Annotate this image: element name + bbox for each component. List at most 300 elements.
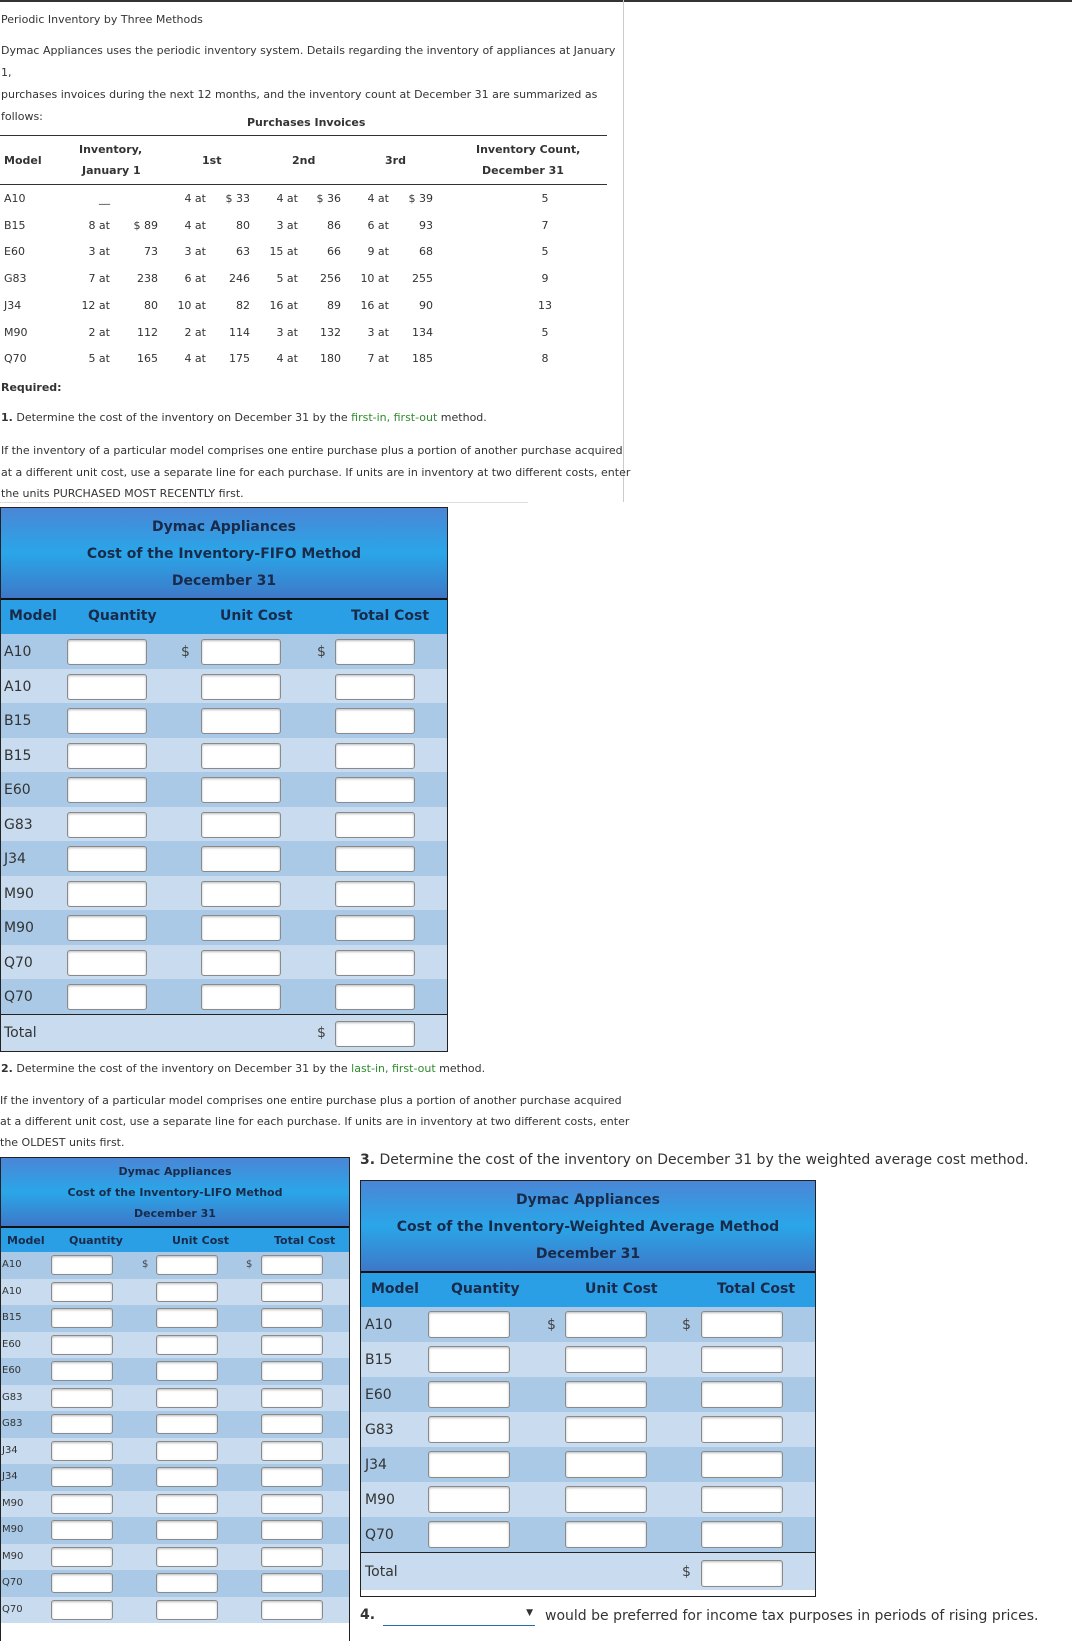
- total-row: [361, 1552, 815, 1590]
- intro-line: Dymac Appliances uses the periodic inventory system. Details regarding the inventory of appliances at January 1,: [1, 44, 616, 79]
- table-row: [1, 1252, 349, 1279]
- total-cost-input[interactable]: [261, 1361, 323, 1381]
- total-cost-input[interactable]: [335, 639, 415, 665]
- unit-cost-input[interactable]: [156, 1520, 218, 1540]
- table-cell-inv-q: __: [99, 192, 110, 205]
- table-cell-p3-q: 10 at: [360, 272, 389, 286]
- required-label: Required:: [1, 381, 62, 394]
- row-model-label: E60: [365, 1387, 392, 1403]
- table-row: [1, 634, 447, 669]
- col-quantity: Quantity: [88, 608, 157, 624]
- unit-cost-input[interactable]: [201, 743, 281, 769]
- unit-cost-input[interactable]: [201, 950, 281, 976]
- table-row: [1, 1411, 349, 1438]
- quantity-input[interactable]: [51, 1335, 113, 1355]
- unit-cost-input[interactable]: [565, 1451, 647, 1478]
- instructions-2: [0, 1090, 629, 1153]
- col-header-2nd: 2nd: [292, 154, 316, 167]
- unit-cost-input[interactable]: [565, 1311, 647, 1338]
- quantity-input[interactable]: [51, 1361, 113, 1381]
- table-cell-model: E60: [4, 245, 25, 259]
- total-cost-input[interactable]: [701, 1311, 783, 1338]
- question-text: Determine the cost of the inventory on December 31 by the weighted average cost method.: [379, 1152, 1029, 1168]
- table-cell-p3-q: 4 at: [367, 192, 389, 205]
- row-model-label: A10: [4, 644, 32, 660]
- instructions-1: [1, 440, 630, 505]
- table-cell-p2-q: 4 at: [276, 352, 298, 366]
- table-title: Cost of the Inventory-Weighted Average Method: [396, 1219, 780, 1235]
- total-label: Total: [365, 1564, 398, 1580]
- table-cell-p2-q: 15 at: [269, 245, 298, 259]
- unit-cost-input[interactable]: [201, 984, 281, 1010]
- unit-cost-input[interactable]: [565, 1486, 647, 1513]
- table-cell-count: 13: [538, 298, 552, 312]
- col-header-inventory-date: January 1: [82, 164, 141, 177]
- fifo-title-band: [1, 508, 447, 598]
- question-number: 1.: [1, 411, 13, 424]
- quantity-input[interactable]: [67, 846, 147, 872]
- table-cell-inv-c: 238: [137, 272, 158, 286]
- total-cost-input[interactable]: [701, 1486, 783, 1513]
- intro-text: [1, 40, 616, 128]
- unit-cost-dollar-sign: $: [142, 1259, 149, 1270]
- total-cost-input[interactable]: [701, 1346, 783, 1373]
- table-cell-p2-q: 5 at: [276, 272, 298, 286]
- table-cell-p3-c: 68: [419, 245, 433, 259]
- quantity-input[interactable]: [428, 1381, 510, 1408]
- col-model: Model: [371, 1281, 419, 1297]
- table-row: [1, 669, 447, 704]
- table-row: [361, 1307, 815, 1342]
- quantity-input[interactable]: [51, 1467, 113, 1487]
- unit-cost-input[interactable]: [201, 777, 281, 803]
- table-cell-p1-q: 10 at: [177, 298, 206, 312]
- col-unit-cost: Unit Cost: [585, 1281, 658, 1297]
- unit-cost-input[interactable]: [565, 1346, 647, 1373]
- quantity-input[interactable]: [428, 1521, 510, 1548]
- quantity-input[interactable]: [51, 1441, 113, 1461]
- table-title: Cost of the Inventory-LIFO Method: [67, 1186, 283, 1199]
- table-date: December 31: [535, 1246, 641, 1262]
- quantity-input[interactable]: [51, 1600, 113, 1620]
- unit-cost-input[interactable]: [156, 1547, 218, 1567]
- unit-cost-input[interactable]: [156, 1335, 218, 1355]
- total-cost-input[interactable]: [261, 1547, 323, 1567]
- unit-cost-input[interactable]: [156, 1361, 218, 1381]
- table-cell-p3-q: 16 at: [360, 298, 389, 312]
- col-model: Model: [7, 1234, 45, 1247]
- question-number: 2.: [1, 1062, 13, 1075]
- unit-cost-dollar-sign: $: [547, 1317, 556, 1333]
- table-row: [361, 1377, 815, 1412]
- total-cost-input[interactable]: [335, 812, 415, 838]
- table-row: [1, 1305, 349, 1332]
- table-rule: [0, 135, 607, 136]
- table-row: [1, 738, 447, 773]
- quantity-input[interactable]: [428, 1416, 510, 1443]
- table-date: December 31: [134, 1207, 216, 1220]
- company-name: Dymac Appliances: [152, 519, 296, 535]
- question-text: Determine the cost of the inventory on December 31 by the: [16, 411, 352, 424]
- table-cell-inv-c: 80: [144, 298, 158, 312]
- instruction-line: at a different unit cost, use a separate line for each purchase. If units are in inventory at two different costs, enter: [1, 465, 631, 479]
- table-cell-model: Q70: [4, 352, 27, 366]
- table-row: [1, 807, 447, 842]
- question-4-text: would be preferred for income tax purposes in periods of rising prices.: [545, 1608, 1039, 1624]
- quantity-input[interactable]: [428, 1451, 510, 1478]
- total-cost-input[interactable]: [335, 881, 415, 907]
- row-model-label: G83: [4, 816, 33, 833]
- total-dollar-sign: $: [682, 1564, 691, 1580]
- table-cell-p2-q: 3 at: [276, 218, 298, 232]
- table-row: [1, 876, 447, 911]
- table-row: [1, 1358, 349, 1385]
- table-cell-inv-q: 8 at: [88, 218, 110, 232]
- table-cell-count: 5: [541, 245, 549, 259]
- instruction-line: the OLDEST units first.: [0, 1136, 125, 1149]
- unit-cost-input[interactable]: [156, 1441, 218, 1461]
- unit-cost-input[interactable]: [156, 1388, 218, 1408]
- total-cost-input[interactable]: [335, 846, 415, 872]
- col-quantity: Quantity: [69, 1234, 123, 1247]
- row-model-label: M90: [2, 1524, 24, 1535]
- company-name: Dymac Appliances: [118, 1165, 232, 1178]
- table-row: [1, 1544, 349, 1571]
- row-model-label: E60: [2, 1365, 22, 1376]
- wavg-title-band: [361, 1181, 815, 1271]
- unit-cost-input[interactable]: [156, 1414, 218, 1434]
- table-cell-inv-q: 5 at: [88, 352, 110, 366]
- table-row: [1, 979, 447, 1014]
- top-rule: [0, 0, 1072, 2]
- unit-cost-input[interactable]: [201, 812, 281, 838]
- row-model-label: M90: [365, 1492, 395, 1508]
- quantity-input[interactable]: [51, 1255, 113, 1275]
- col-model: Model: [9, 608, 57, 624]
- col-unit-cost: Unit Cost: [220, 608, 293, 624]
- row-model-label: M90: [4, 920, 34, 936]
- row-model-label: Q70: [2, 1603, 23, 1615]
- total-cost-input[interactable]: [701, 1381, 783, 1408]
- table-cell-p1-q: 4 at: [184, 218, 206, 232]
- row-model-label: M90: [2, 1550, 24, 1562]
- table-row: [361, 1412, 815, 1447]
- col-total-cost: Total Cost: [351, 608, 430, 624]
- table-cell-p1-c: $ 33: [225, 192, 250, 205]
- table-cell-inv-c: $ 89: [133, 218, 158, 232]
- table-row: [361, 1482, 815, 1517]
- unit-cost-input[interactable]: [156, 1600, 218, 1620]
- quantity-input[interactable]: [428, 1311, 510, 1338]
- row-model-label: B15: [2, 1312, 22, 1323]
- total-cost-input[interactable]: [701, 1416, 783, 1443]
- quantity-input[interactable]: [51, 1494, 113, 1514]
- col-total-cost: Total Cost: [717, 1281, 796, 1297]
- row-model-label: G83: [365, 1422, 394, 1438]
- row-model-label: B15: [4, 747, 32, 764]
- total-input[interactable]: [701, 1560, 783, 1587]
- quantity-input[interactable]: [67, 639, 147, 665]
- table-cell-p2-q: 4 at: [276, 192, 298, 205]
- quantity-input[interactable]: [67, 674, 147, 700]
- total-cost-input[interactable]: [261, 1467, 323, 1487]
- row-model-label: G83: [2, 1418, 23, 1429]
- table-cell-p1-c: 80: [236, 218, 250, 232]
- table-cell-inv-c: 73: [144, 245, 158, 259]
- table-cell-p1-q: 4 at: [184, 192, 206, 205]
- table-cell-p3-q: 3 at: [367, 325, 389, 339]
- page-title: Periodic Inventory by Three Methods: [1, 13, 203, 26]
- total-row: [1, 1014, 447, 1051]
- table-row: [1, 1597, 349, 1624]
- table-cell-count: 7: [541, 218, 549, 232]
- fifo-table: [0, 507, 448, 1052]
- unit-cost-input[interactable]: [156, 1255, 218, 1275]
- question-number: 3.: [360, 1152, 376, 1168]
- unit-cost-dollar-sign: $: [181, 644, 190, 660]
- row-model-label: A10: [2, 1259, 22, 1270]
- table-cell-count: 5: [541, 325, 549, 339]
- table-cell-inv-q: 7 at: [88, 272, 110, 286]
- quantity-input[interactable]: [51, 1282, 113, 1302]
- table-cell-p1-c: 63: [236, 245, 250, 259]
- total-cost-input[interactable]: [335, 950, 415, 976]
- table-cell-p3-c: $ 39: [408, 192, 433, 205]
- table-rule: [0, 184, 607, 185]
- instruction-line: If the inventory of a particular model comprises one entire purchase plus a portion of another purchase acquired: [1, 444, 623, 457]
- quantity-input[interactable]: [67, 881, 147, 907]
- table-row: [1, 1491, 349, 1518]
- unit-cost-input[interactable]: [201, 915, 281, 941]
- unit-cost-input[interactable]: [156, 1467, 218, 1487]
- table-cell-p2-c: 66: [327, 245, 341, 259]
- total-cost-input[interactable]: [261, 1282, 323, 1302]
- total-cost-input[interactable]: [261, 1414, 323, 1434]
- col-header-model: Model: [4, 154, 42, 167]
- row-model-label: E60: [2, 1338, 22, 1350]
- row-model-label: J34: [4, 851, 26, 867]
- quantity-input[interactable]: [51, 1573, 113, 1593]
- total-cost-input[interactable]: [261, 1388, 323, 1408]
- content-divider: [623, 0, 624, 502]
- question-text: Determine the cost of the inventory on December 31 by the: [16, 1062, 352, 1075]
- table-cell-p1-q: 2 at: [184, 325, 206, 339]
- row-model-label: Q70: [4, 989, 33, 1005]
- table-cell-inv-c: 112: [137, 325, 158, 339]
- table-cell-p1-c: 175: [229, 352, 250, 366]
- total-cost-input[interactable]: [335, 984, 415, 1010]
- table-cell-model: B15: [4, 218, 26, 232]
- col-header-count-date: December 31: [482, 164, 564, 177]
- question-2: [1, 1062, 485, 1075]
- table-row: [1, 841, 447, 876]
- table-row: [361, 1447, 815, 1482]
- total-cost-input[interactable]: [335, 915, 415, 941]
- table-row: [1, 1517, 349, 1544]
- method-select[interactable]: [383, 1606, 535, 1626]
- col-unit-cost: Unit Cost: [172, 1234, 230, 1247]
- chevron-down-icon: ▼: [526, 1608, 533, 1618]
- lifo-table: [0, 1157, 350, 1641]
- total-cost-input[interactable]: [335, 674, 415, 700]
- table-cell-p2-c: 132: [320, 325, 341, 339]
- table-row: [1, 1279, 349, 1306]
- unit-cost-input[interactable]: [201, 846, 281, 872]
- col-header-inventory: Inventory,: [79, 143, 143, 156]
- fifo-link[interactable]: first-in, first-out: [351, 411, 438, 424]
- table-row: [1, 1332, 349, 1359]
- table-cell-count: 9: [541, 272, 549, 286]
- row-model-label: M90: [4, 885, 34, 902]
- quantity-input[interactable]: [67, 743, 147, 769]
- quantity-input[interactable]: [51, 1308, 113, 1328]
- question-text: method.: [437, 411, 487, 424]
- table-cell-p1-c: 82: [236, 298, 250, 312]
- quantity-input[interactable]: [51, 1520, 113, 1540]
- table-row: [1, 703, 447, 738]
- row-model-label: J34: [2, 1471, 18, 1482]
- question-4: [360, 1607, 375, 1623]
- table-cell-p3-c: 255: [412, 272, 433, 286]
- quantity-input[interactable]: [51, 1388, 113, 1408]
- row-model-label: M90: [2, 1497, 24, 1509]
- company-name: Dymac Appliances: [516, 1192, 660, 1208]
- quantity-input[interactable]: [67, 708, 147, 734]
- col-header-count: Inventory Count,: [476, 143, 581, 156]
- row-model-label: J34: [2, 1444, 18, 1456]
- purchases-group-header: Purchases Invoices: [247, 116, 366, 129]
- question-3: [360, 1152, 1029, 1168]
- table-cell-p3-c: 93: [419, 218, 433, 232]
- table-row: [1, 1385, 349, 1412]
- instruction-line: If the inventory of a particular model comprises one entire purchase plus a portion of another purchase acquired: [0, 1094, 622, 1107]
- total-cost-dollar-sign: $: [682, 1317, 691, 1333]
- intro-line: purchases invoices during the next 12 months, and the inventory count at December 31 are summarized as: [1, 88, 598, 101]
- table-cell-count: 8: [541, 352, 549, 366]
- table-row: [1, 1570, 349, 1597]
- unit-cost-input[interactable]: [201, 639, 281, 665]
- table-cell-p2-c: 180: [320, 352, 341, 366]
- unit-cost-input[interactable]: [156, 1308, 218, 1328]
- table-title: Cost of the Inventory-FIFO Method: [86, 546, 362, 562]
- table-cell-model: A10: [4, 192, 26, 205]
- total-cost-input[interactable]: [261, 1573, 323, 1593]
- unit-cost-input[interactable]: [201, 708, 281, 734]
- quantity-input[interactable]: [67, 812, 147, 838]
- unit-cost-input[interactable]: [156, 1494, 218, 1514]
- total-cost-input[interactable]: [261, 1335, 323, 1355]
- total-input[interactable]: [335, 1021, 415, 1047]
- quantity-input[interactable]: [67, 915, 147, 941]
- row-model-label: G83: [2, 1391, 23, 1403]
- table-cell-model: J34: [4, 298, 22, 312]
- unit-cost-input[interactable]: [201, 674, 281, 700]
- row-model-label: A10: [365, 1317, 393, 1333]
- table-cell-model: M90: [4, 325, 28, 339]
- table-cell-p1-q: 6 at: [184, 272, 206, 286]
- unit-cost-input[interactable]: [565, 1381, 647, 1408]
- quantity-input[interactable]: [67, 984, 147, 1010]
- instruction-line: the units PURCHASED MOST RECENTLY first.: [1, 487, 244, 500]
- col-header-3rd: 3rd: [385, 154, 406, 167]
- instruction-line: at a different unit cost, use a separate line for each purchase. If units are in inventory at two different costs, enter: [0, 1115, 630, 1128]
- total-cost-input[interactable]: [261, 1494, 323, 1514]
- table-date: December 31: [171, 573, 277, 589]
- row-model-label: B15: [4, 713, 32, 729]
- total-cost-input[interactable]: [701, 1521, 783, 1548]
- quantity-input[interactable]: [428, 1346, 510, 1373]
- table-row: [1, 1438, 349, 1465]
- quantity-input[interactable]: [51, 1547, 113, 1567]
- question-text: method.: [435, 1062, 486, 1075]
- row-model-label: Q70: [365, 1527, 394, 1543]
- col-total-cost: Total Cost: [274, 1234, 336, 1247]
- fifo-header-row: [1, 598, 447, 638]
- quantity-input[interactable]: [67, 777, 147, 803]
- total-cost-input[interactable]: [261, 1308, 323, 1328]
- total-cost-input[interactable]: [261, 1441, 323, 1461]
- row-model-label: A10: [4, 678, 32, 695]
- table-cell-p2-c: 89: [327, 298, 341, 312]
- table-cell-p3-q: 6 at: [367, 218, 389, 232]
- unit-cost-input[interactable]: [156, 1282, 218, 1302]
- quantity-input[interactable]: [67, 950, 147, 976]
- unit-cost-input[interactable]: [201, 881, 281, 907]
- table-cell-p3-q: 9 at: [367, 245, 389, 259]
- table-row: [1, 945, 447, 980]
- table-cell-p1-c: 246: [229, 272, 250, 286]
- table-cell-p2-c: 86: [327, 218, 341, 232]
- unit-cost-input[interactable]: [565, 1416, 647, 1443]
- quantity-input[interactable]: [51, 1414, 113, 1434]
- table-cell-p2-c: $ 36: [316, 192, 341, 205]
- col-quantity: Quantity: [451, 1281, 520, 1297]
- table-cell-count: 5: [541, 192, 549, 205]
- row-model-label: E60: [4, 782, 31, 798]
- table-cell-inv-q: 12 at: [81, 298, 110, 312]
- row-model-label: Q70: [4, 954, 33, 971]
- lifo-link[interactable]: last-in, first-out: [351, 1062, 436, 1075]
- row-model-label: J34: [365, 1457, 387, 1473]
- unit-cost-input[interactable]: [565, 1521, 647, 1548]
- quantity-input[interactable]: [428, 1486, 510, 1513]
- wavg-header-row: [361, 1271, 815, 1311]
- table-cell-model: G83: [4, 272, 27, 286]
- total-label: Total: [4, 1024, 37, 1041]
- total-cost-input[interactable]: [335, 777, 415, 803]
- table-cell-p3-c: 90: [419, 298, 433, 312]
- total-cost-input[interactable]: [261, 1255, 323, 1275]
- total-cost-input[interactable]: [335, 708, 415, 734]
- table-cell-p2-q: 3 at: [276, 325, 298, 339]
- table-cell-inv-c: 165: [137, 352, 158, 366]
- total-dollar-sign: $: [317, 1024, 326, 1041]
- total-cost-input[interactable]: [701, 1451, 783, 1478]
- question-number: 4.: [360, 1607, 376, 1623]
- table-row: [361, 1342, 815, 1377]
- total-cost-input[interactable]: [335, 743, 415, 769]
- total-cost-input[interactable]: [261, 1520, 323, 1540]
- unit-cost-input[interactable]: [156, 1573, 218, 1593]
- table-cell-p2-q: 16 at: [269, 298, 298, 312]
- row-model-label: A10: [2, 1285, 22, 1297]
- table-cell-p1-q: 4 at: [184, 352, 206, 366]
- table-row: [361, 1517, 815, 1552]
- lifo-title-band: [1, 1158, 349, 1226]
- table-cell-p1-q: 3 at: [184, 245, 206, 259]
- total-cost-input[interactable]: [261, 1600, 323, 1620]
- total-cost-dollar-sign: $: [246, 1259, 253, 1270]
